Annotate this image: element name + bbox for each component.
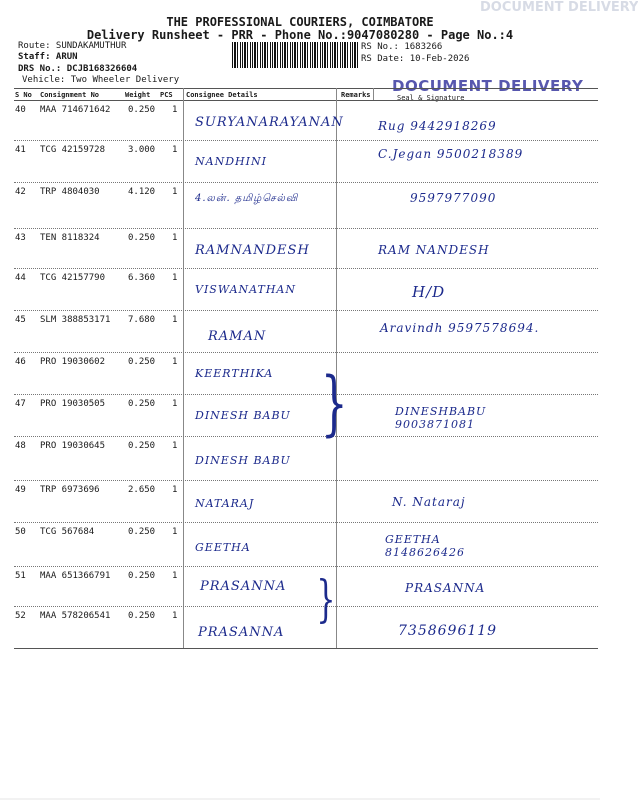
separator [373,88,374,100]
row-sno: 44 [15,273,26,283]
table-top-rule [14,88,598,89]
row-consignment: PRO 19030505 [40,399,106,409]
col-seal-signature: Seal & Signature [397,94,465,102]
signature-handwriting: N. Nataraj [392,495,466,509]
signature-handwriting: H/D [412,283,446,301]
staff-label: Staff: ARUN [18,52,78,62]
row-sno: 47 [15,399,26,409]
col-consignment: Consignment No [40,91,100,99]
row-divider [14,480,598,481]
consignee-handwriting: VISWANATHAN [195,283,296,296]
row-weight: 2.650 [128,485,156,495]
col-consignee: Consignee Details [186,91,258,99]
row-divider [14,522,598,523]
row-consignment: SLM 388853171 [40,315,111,325]
row-sno: 43 [15,233,26,243]
separator [183,88,184,648]
row-weight: 3.000 [128,145,156,155]
row-consignment: TRP 6973696 [40,485,100,495]
row-weight: 0.250 [128,233,156,243]
row-sno: 42 [15,187,26,197]
row-sno: 45 [15,315,26,325]
consignee-handwriting: GEETHA [195,541,251,554]
col-weight: Weight [125,91,151,99]
row-divider [14,228,598,229]
consignee-handwriting: RAMNANDESH [195,243,310,258]
row-sno: 48 [15,441,26,451]
row-sno: 40 [15,105,26,115]
signature-handwriting: Aravindh 9597578694. [380,321,540,335]
brace-mark: } [320,362,348,444]
row-divider [14,566,598,567]
row-weight: 0.250 [128,441,156,451]
signature-handwriting: PRASANNA [405,581,486,595]
consignee-handwriting: 4.லன். தமிழ்செல்வி [195,193,299,204]
signature-handwriting: RAM NANDESH [378,243,490,257]
route-label: Route: SUNDAKAMUTHUR [18,41,127,51]
table-header-rule [14,100,598,101]
row-divider [14,182,598,183]
row-consignment: MAA 714671642 [40,105,111,115]
rs-number: RS No.: 1683266 [361,42,443,52]
row-pcs: 1 [172,485,178,495]
faded-stamp: DOCUMENT DELIVERY [480,0,638,15]
col-sno: S No [15,91,32,99]
row-pcs: 1 [172,233,178,243]
table-bottom-rule [14,648,598,649]
company-title: THE PROFESSIONAL COURIERS, COIMBATORE [166,15,434,29]
row-consignment: MAA 578206541 [40,611,111,621]
consignee-handwriting: KEERTHIKA [195,367,274,380]
row-consignment: TCG 567684 [40,527,95,537]
drs-label: DRS No.: DCJB168326604 [18,64,138,74]
consignee-handwriting: PRASANNA [200,579,287,594]
row-pcs: 1 [172,187,178,197]
row-divider [14,436,598,437]
signature-handwriting: C.Jegan 9500218389 [378,147,524,161]
row-pcs: 1 [172,527,178,537]
row-divider [14,394,598,395]
consignee-handwriting: DINESH BABU [195,454,291,467]
row-divider [14,352,598,353]
row-pcs: 1 [172,571,178,581]
document-delivery-stamp: DOCUMENT DELIVERY [392,77,584,95]
consignee-handwriting: NANDHINI [195,155,267,168]
row-consignment: TRP 4804030 [40,187,100,197]
row-consignment: TCG 42159728 [40,145,106,155]
row-weight: 4.120 [128,187,156,197]
row-divider [14,606,598,607]
row-consignment: TCG 42157790 [40,273,106,283]
row-consignment: MAA 651366791 [40,571,111,581]
brace-mark: } [316,570,336,628]
consignee-handwriting: RAMAN [208,329,267,344]
runsheet-subtitle: Delivery Runsheet - PRR - Phone No.:9047080280 - Page No.:4 [86,28,514,42]
consignee-handwriting: DINESH BABU [195,409,291,422]
row-consignment: PRO 19030602 [40,357,106,367]
row-pcs: 1 [172,315,178,325]
row-pcs: 1 [172,399,178,409]
row-pcs: 1 [172,357,178,367]
row-weight: 7.680 [128,315,156,325]
row-sno: 52 [15,611,26,621]
signature-handwriting: Rug 9442918269 [378,119,497,133]
row-sno: 46 [15,357,26,367]
signature-handwriting: 7358696119 [398,623,498,639]
signature-handwriting: DINESHBABU 9003871081 [395,405,487,431]
rs-date: RS Date: 10-Feb-2026 [361,54,470,64]
col-remarks: Remarks [341,91,371,99]
row-divider [14,268,598,269]
barcode [232,42,358,68]
row-weight: 0.250 [128,399,156,409]
consignee-handwriting: NATARAJ [195,497,255,510]
row-sno: 49 [15,485,26,495]
row-pcs: 1 [172,441,178,451]
row-consignment: PRO 19030645 [40,441,106,451]
row-weight: 0.250 [128,105,156,115]
row-pcs: 1 [172,105,178,115]
row-weight: 0.250 [128,571,156,581]
row-pcs: 1 [172,273,178,283]
row-divider [14,140,598,141]
row-pcs: 1 [172,611,178,621]
row-weight: 0.250 [128,611,156,621]
row-sno: 51 [15,571,26,581]
row-consignment: TEN 8118324 [40,233,100,243]
consignee-handwriting: SURYANARAYANAN [195,115,344,130]
row-pcs: 1 [172,145,178,155]
vehicle-label: Vehicle: Two Wheeler Delivery [22,75,180,85]
row-sno: 50 [15,527,26,537]
signature-handwriting: GEETHA 8148626426 [385,533,465,559]
row-sno: 41 [15,145,26,155]
row-weight: 0.250 [128,527,156,537]
col-pcs: PCS [160,91,173,99]
row-weight: 6.360 [128,273,156,283]
signature-handwriting: 9597977090 [410,191,497,205]
consignee-handwriting: PRASANNA [198,625,285,640]
row-weight: 0.250 [128,357,156,367]
row-divider [14,310,598,311]
